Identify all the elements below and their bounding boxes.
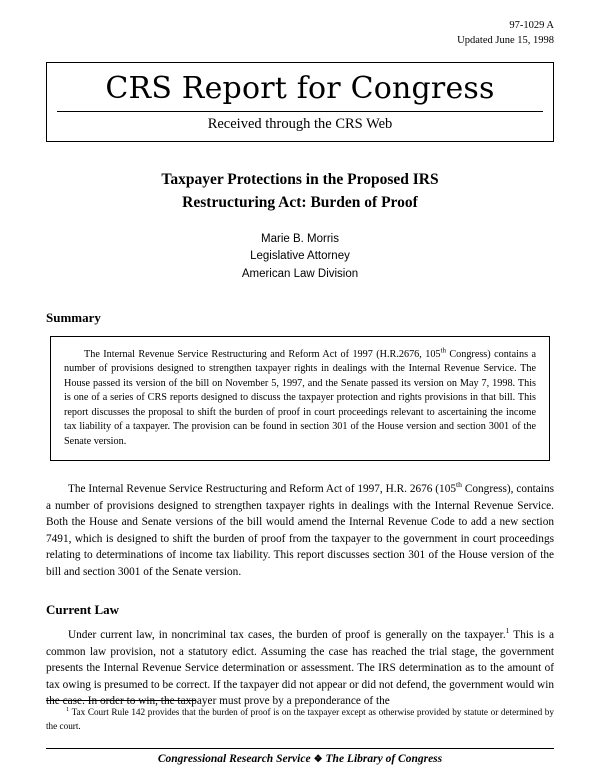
- page-title-line-2: Restructuring Act: Burden of Proof: [182, 194, 418, 212]
- footnote-marker: 1: [66, 706, 70, 714]
- author-name: Marie B. Morris: [261, 232, 339, 245]
- diamond-icon: ❖: [313, 754, 323, 765]
- current-law-paragraph: Under current law, in noncriminal tax cases, the burden of proof is generally on the taxpayer.$^1$ This is a common law provision, not a statutory edict. Assuming the case has reached the trial stage, the government presents the Internal Revenue Service determination or assessment. The IRS determination as to the amount of tax owing is presumed to be correct. If the taxpayer did not appear or did not defend, the government would win the case. In order to win, the taxpayer must prove by a preponderance of the: [46, 626, 554, 708]
- footer-agency: Congressional Research Service: [157, 753, 311, 765]
- page-title: [82, 168, 519, 215]
- footer-divider: [46, 748, 554, 749]
- page-title-line-1: Taxpayer Protections in the Proposed IRS: [161, 171, 439, 189]
- footnote-text: Tax Court Rule 142 provides that the burden of proof is on the taxpayer except as otherwise provided by statute or determined by the court.: [46, 707, 554, 731]
- footnote-divider: [46, 700, 196, 701]
- report-number: 97-1029 A: [509, 20, 554, 31]
- masthead-subtitle: Received through the CRS Web: [207, 116, 393, 133]
- crs-masthead: [46, 62, 554, 142]
- page-footer: [46, 748, 554, 765]
- current-law-heading: Current Law: [46, 602, 120, 618]
- author-title: Legislative Attorney: [250, 250, 350, 263]
- summary-text: The Internal Revenue Service Restructuring and Reform Act of 1997 (H.R.2676, 105th Congress) contains a number of provisions designed to strengthen taxpayer rights in dealings with the Internal Revenue Service. The House passed its version of the bill on November 5, 1997, and the Senate passed its version on May 7, 1998. This is one of a series of CRS reports designed to discuss the taxpayer protection and rights provisions in that bill. This report discusses the proposal to shift the burden of proof in court proceedings relevant to ascertaining the income tax liability of a taxpayer. The provision can be found in section 301 of the House version and section 3001 of the Senate version.: [64, 347, 536, 447]
- masthead-divider: [57, 111, 543, 112]
- byline: [46, 231, 554, 284]
- footer-text: [46, 753, 554, 765]
- footnote-area: [46, 700, 554, 733]
- footer-institution: The Library of Congress: [325, 753, 443, 765]
- summary-box: [50, 336, 550, 461]
- report-updated-date: Updated June 15, 1998: [457, 35, 554, 47]
- masthead-title: CRS Report for Congress: [105, 71, 495, 107]
- report-meta: [46, 18, 554, 48]
- intro-paragraph: The Internal Revenue Service Restructuring and Reform Act of 1997, H.R. 2676 (105th Congress), contains a number of provisions designed to strengthen taxpayer rights in dealings with the Internal Revenue Service. Both the House and Senate versions of the bill would amend the Internal Revenue Code to add a new section 7491, which is designed to shift the burden of proof from the taxpayer to the government in court proceedings relating to determinations of income tax liability. This report discusses section 301 of the House version of the bill and section 3001 of the Senate version.: [46, 480, 554, 578]
- footnote-1: [46, 706, 554, 733]
- summary-heading: Summary: [46, 309, 101, 325]
- author-division: American Law Division: [241, 268, 359, 281]
